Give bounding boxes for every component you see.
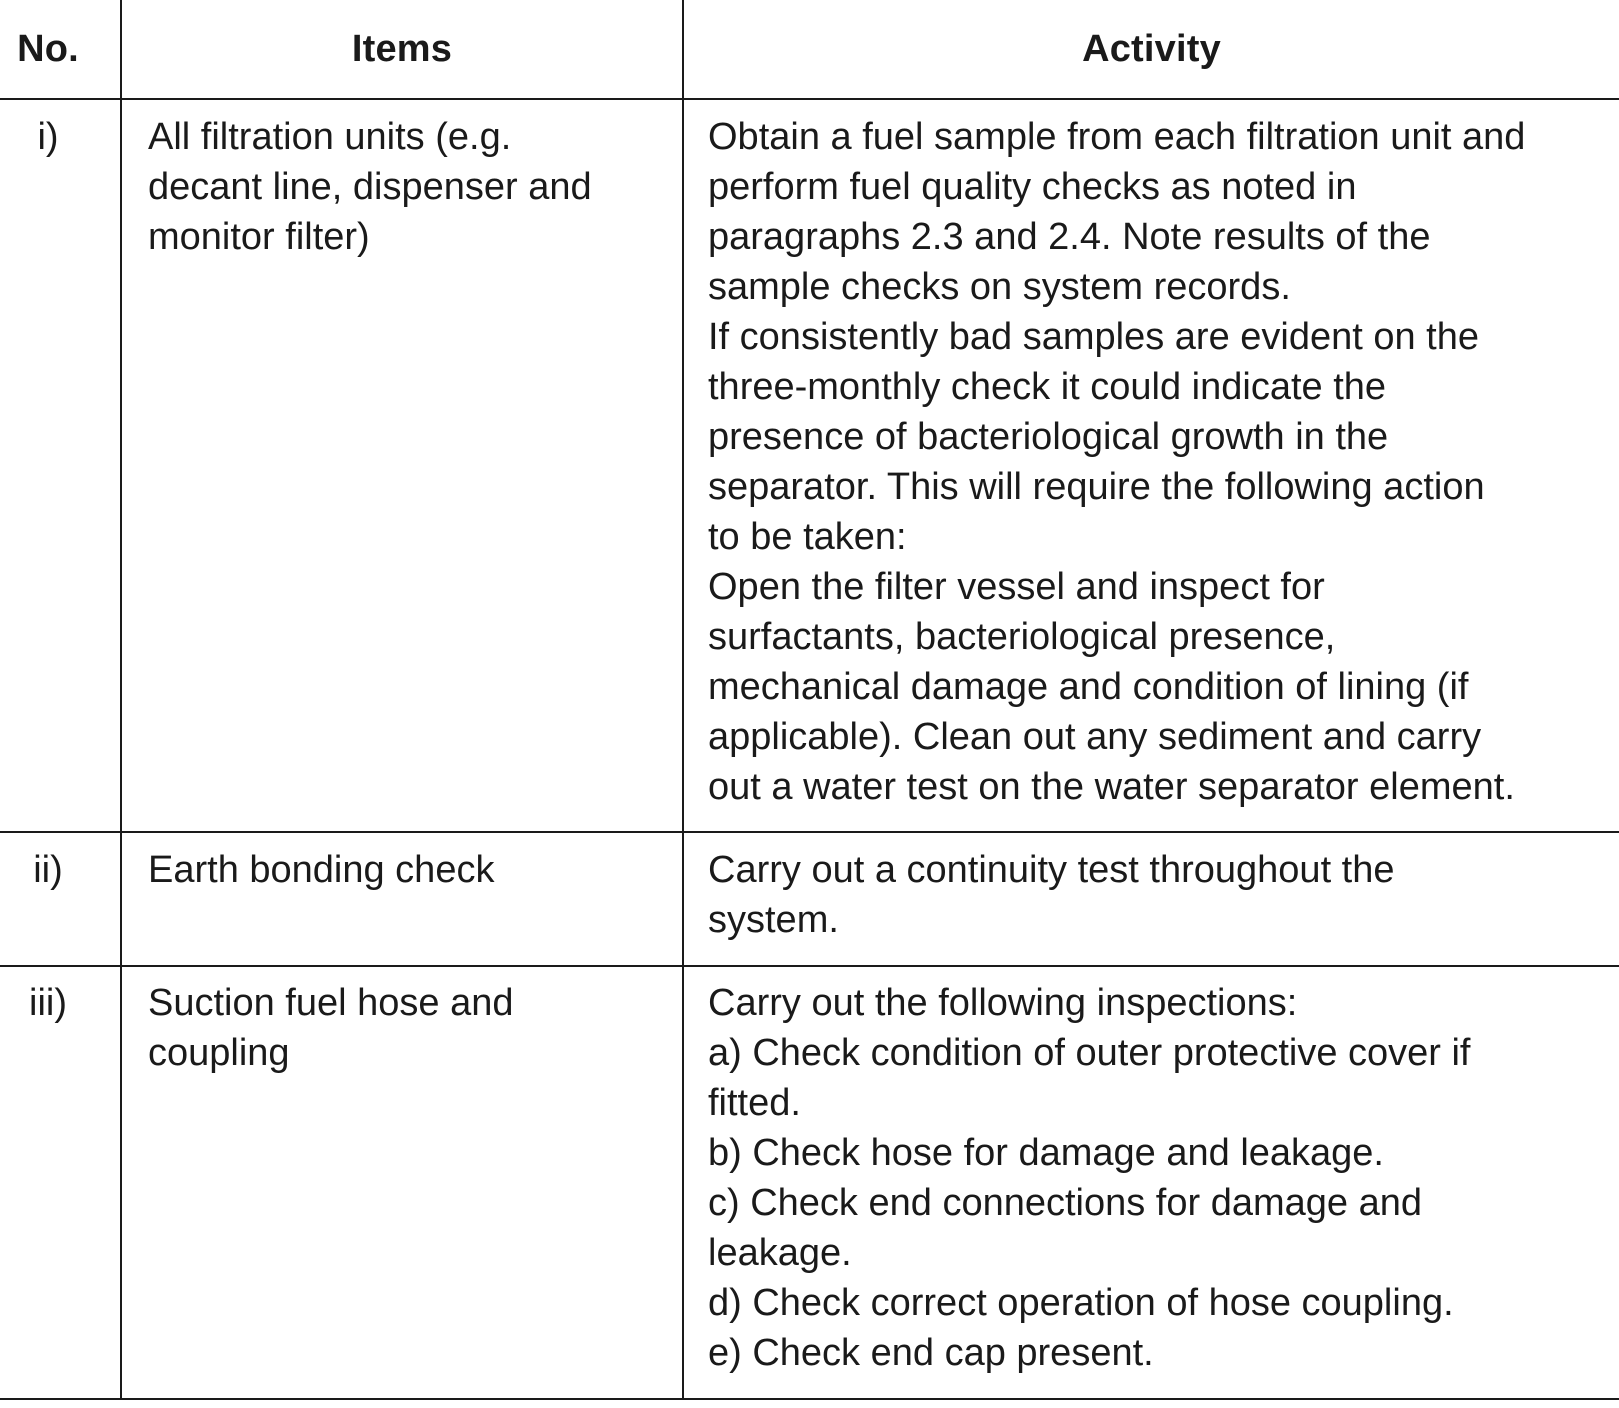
row-2-activity-line: system. [708,899,839,941]
row-3-activity-line: leakage. [708,1232,852,1274]
row-2-number: ii) [33,849,63,891]
row-2-item [148,845,678,895]
row-2-activity [708,845,1613,945]
row-1-activity-line: Obtain a fuel sample from each filtration unit and [708,116,1526,158]
row-1-activity-line: mechanical damage and condition of lining (if [708,666,1469,708]
row-3-activity-line: c) Check end connections for damage and [708,1182,1422,1224]
row-3-activity-line: e) Check end cap present. [708,1332,1154,1374]
table-bottom-border [0,1398,1619,1400]
row-1-activity-line: surfactants, bacteriological presence, [708,616,1336,658]
row-3-activity-line: b) Check hose for damage and leakage. [708,1132,1384,1174]
row-1-activity-line: presence of bacteriological growth in the [708,416,1389,458]
row-1-activity-line: three-monthly check it could indicate the [708,366,1387,408]
row-3-activity-line: d) Check correct operation of hose coupling. [708,1282,1454,1324]
column-divider-2 [682,0,684,1400]
row-1-item-line: monitor filter) [148,216,370,258]
row-3-activity-line: Carry out the following inspections: [708,982,1298,1024]
row-1-activity-line: sample checks on system records. [708,266,1291,308]
header-items: Items [351,27,453,70]
row-1-item [148,112,678,262]
row-1-item-line: decant line, dispenser and [148,166,592,208]
row-1-activity-line: perform fuel quality checks as noted in [708,166,1357,208]
row-1-activity-line: applicable). Clean out any sediment and carry [708,716,1482,758]
row-1-activity-line: paragraphs 2.3 and 2.4. Note results of the [708,216,1431,258]
row-3-activity-line: fitted. [708,1082,801,1124]
row-3-item-line: coupling [148,1032,290,1074]
row-1-number: i) [37,116,59,158]
row-divider-2 [0,965,1619,967]
row-3-item [148,978,678,1078]
header-no: No. [17,27,79,70]
row-1-activity-line: If consistently bad samples are evident on the [708,316,1480,358]
row-1-activity-line: Open the filter vessel and inspect for [708,566,1325,608]
row-1-item-line: All filtration units (e.g. [148,116,512,158]
row-2-item-line: Earth bonding check [148,849,495,891]
header-activity: Activity [1082,27,1221,70]
header-divider [0,98,1619,100]
column-divider-1 [120,0,122,1400]
row-3-activity-line: a) Check condition of outer protective cover if [708,1032,1471,1074]
row-3-activity [708,978,1613,1378]
row-1-activity-line: separator. This will require the following action [708,466,1485,508]
row-3-number: iii) [29,982,67,1024]
row-1-activity-line: to be taken: [708,516,907,558]
row-2-activity-line: Carry out a continuity test throughout the [708,849,1395,891]
row-1-activity-line: out a water test on the water separator element. [708,766,1515,808]
row-divider-1 [0,831,1619,833]
row-1-activity [708,112,1613,812]
row-3-item-line: Suction fuel hose and [148,982,514,1024]
